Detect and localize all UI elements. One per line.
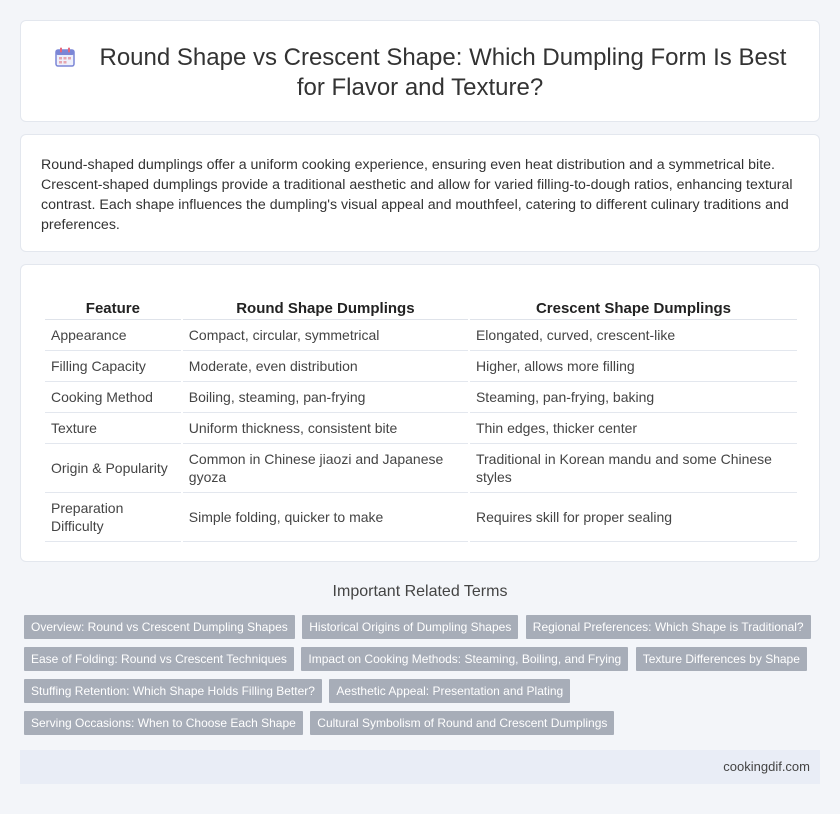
footer [20,750,820,784]
round-cell: Boiling, steaming, pan-frying [183,382,468,413]
intro-paragraph: Round-shaped dumplings offer a uniform cooking experience, ensuring even heat distribution and a symmetrical bite. Crescent-shaped dumplings provide a traditional aesthetic and allow for varied filling-to-dough ratios, enhancing textural contrast. Each shape influences the dumpling's visual appeal and mouthfeel, catering to different culinary traditions and preferences. [41,157,793,233]
table-row [45,493,797,542]
related-term-tag[interactable]: Aesthetic Appeal: Presentation and Plating [329,679,570,703]
related-term-tag[interactable]: Serving Occasions: When to Choose Each Shape [24,711,303,735]
feature-cell: Appearance [45,320,181,351]
feature-cell: Preparation Difficulty [45,493,181,542]
comparison-table-card [20,264,820,562]
feature-cell: Filling Capacity [45,351,181,382]
round-cell: Simple folding, quicker to make [183,493,468,542]
crescent-cell: Elongated, curved, crescent-like [470,320,797,351]
crescent-cell: Requires skill for proper sealing [470,493,797,542]
table-row [45,320,797,351]
comparison-table [43,297,799,542]
table-header-row [45,297,797,320]
table-row [45,444,797,493]
header-crescent: Crescent Shape Dumplings [470,297,797,320]
crescent-cell: Traditional in Korean mandu and some Chinese styles [470,444,797,493]
related-term-tag[interactable]: Ease of Folding: Round vs Crescent Techniques [24,647,294,671]
round-cell: Moderate, even distribution [183,351,468,382]
related-terms-list [24,615,816,743]
header-feature: Feature [45,297,181,320]
round-cell: Common in Chinese jiaozi and Japanese gyoza [183,444,468,493]
related-terms-heading: Important Related Terms [332,583,508,600]
calendar-icon [54,46,76,68]
crescent-cell: Higher, allows more filling [470,351,797,382]
crescent-cell: Thin edges, thicker center [470,413,797,444]
related-term-tag[interactable]: Overview: Round vs Crescent Dumpling Shapes [24,615,295,639]
feature-cell: Texture [45,413,181,444]
table-row [45,413,797,444]
round-cell: Compact, circular, symmetrical [183,320,468,351]
title-card [20,20,820,122]
feature-cell: Cooking Method [45,382,181,413]
title-row [21,43,819,103]
crescent-cell: Steaming, pan-frying, baking [470,382,797,413]
related-term-tag[interactable]: Texture Differences by Shape [636,647,807,671]
header-round: Round Shape Dumplings [183,297,468,320]
related-term-tag[interactable]: Impact on Cooking Methods: Steaming, Boiling, and Frying [301,647,628,671]
round-cell: Uniform thickness, consistent bite [183,413,468,444]
site-name[interactable]: cookingdif.com [723,759,810,774]
table-row [45,351,797,382]
table-row [45,382,797,413]
related-term-tag[interactable]: Stuffing Retention: Which Shape Holds Filling Better? [24,679,322,703]
feature-cell: Origin & Popularity [45,444,181,493]
page-title: Round Shape vs Crescent Shape: Which Dumpling Form Is Best for Flavor and Texture? [99,44,787,101]
intro-card [20,134,820,252]
related-term-tag[interactable]: Regional Preferences: Which Shape is Traditional? [526,615,811,639]
related-term-tag[interactable]: Cultural Symbolism of Round and Crescent Dumplings [310,711,614,735]
related-term-tag[interactable]: Historical Origins of Dumpling Shapes [302,615,518,639]
